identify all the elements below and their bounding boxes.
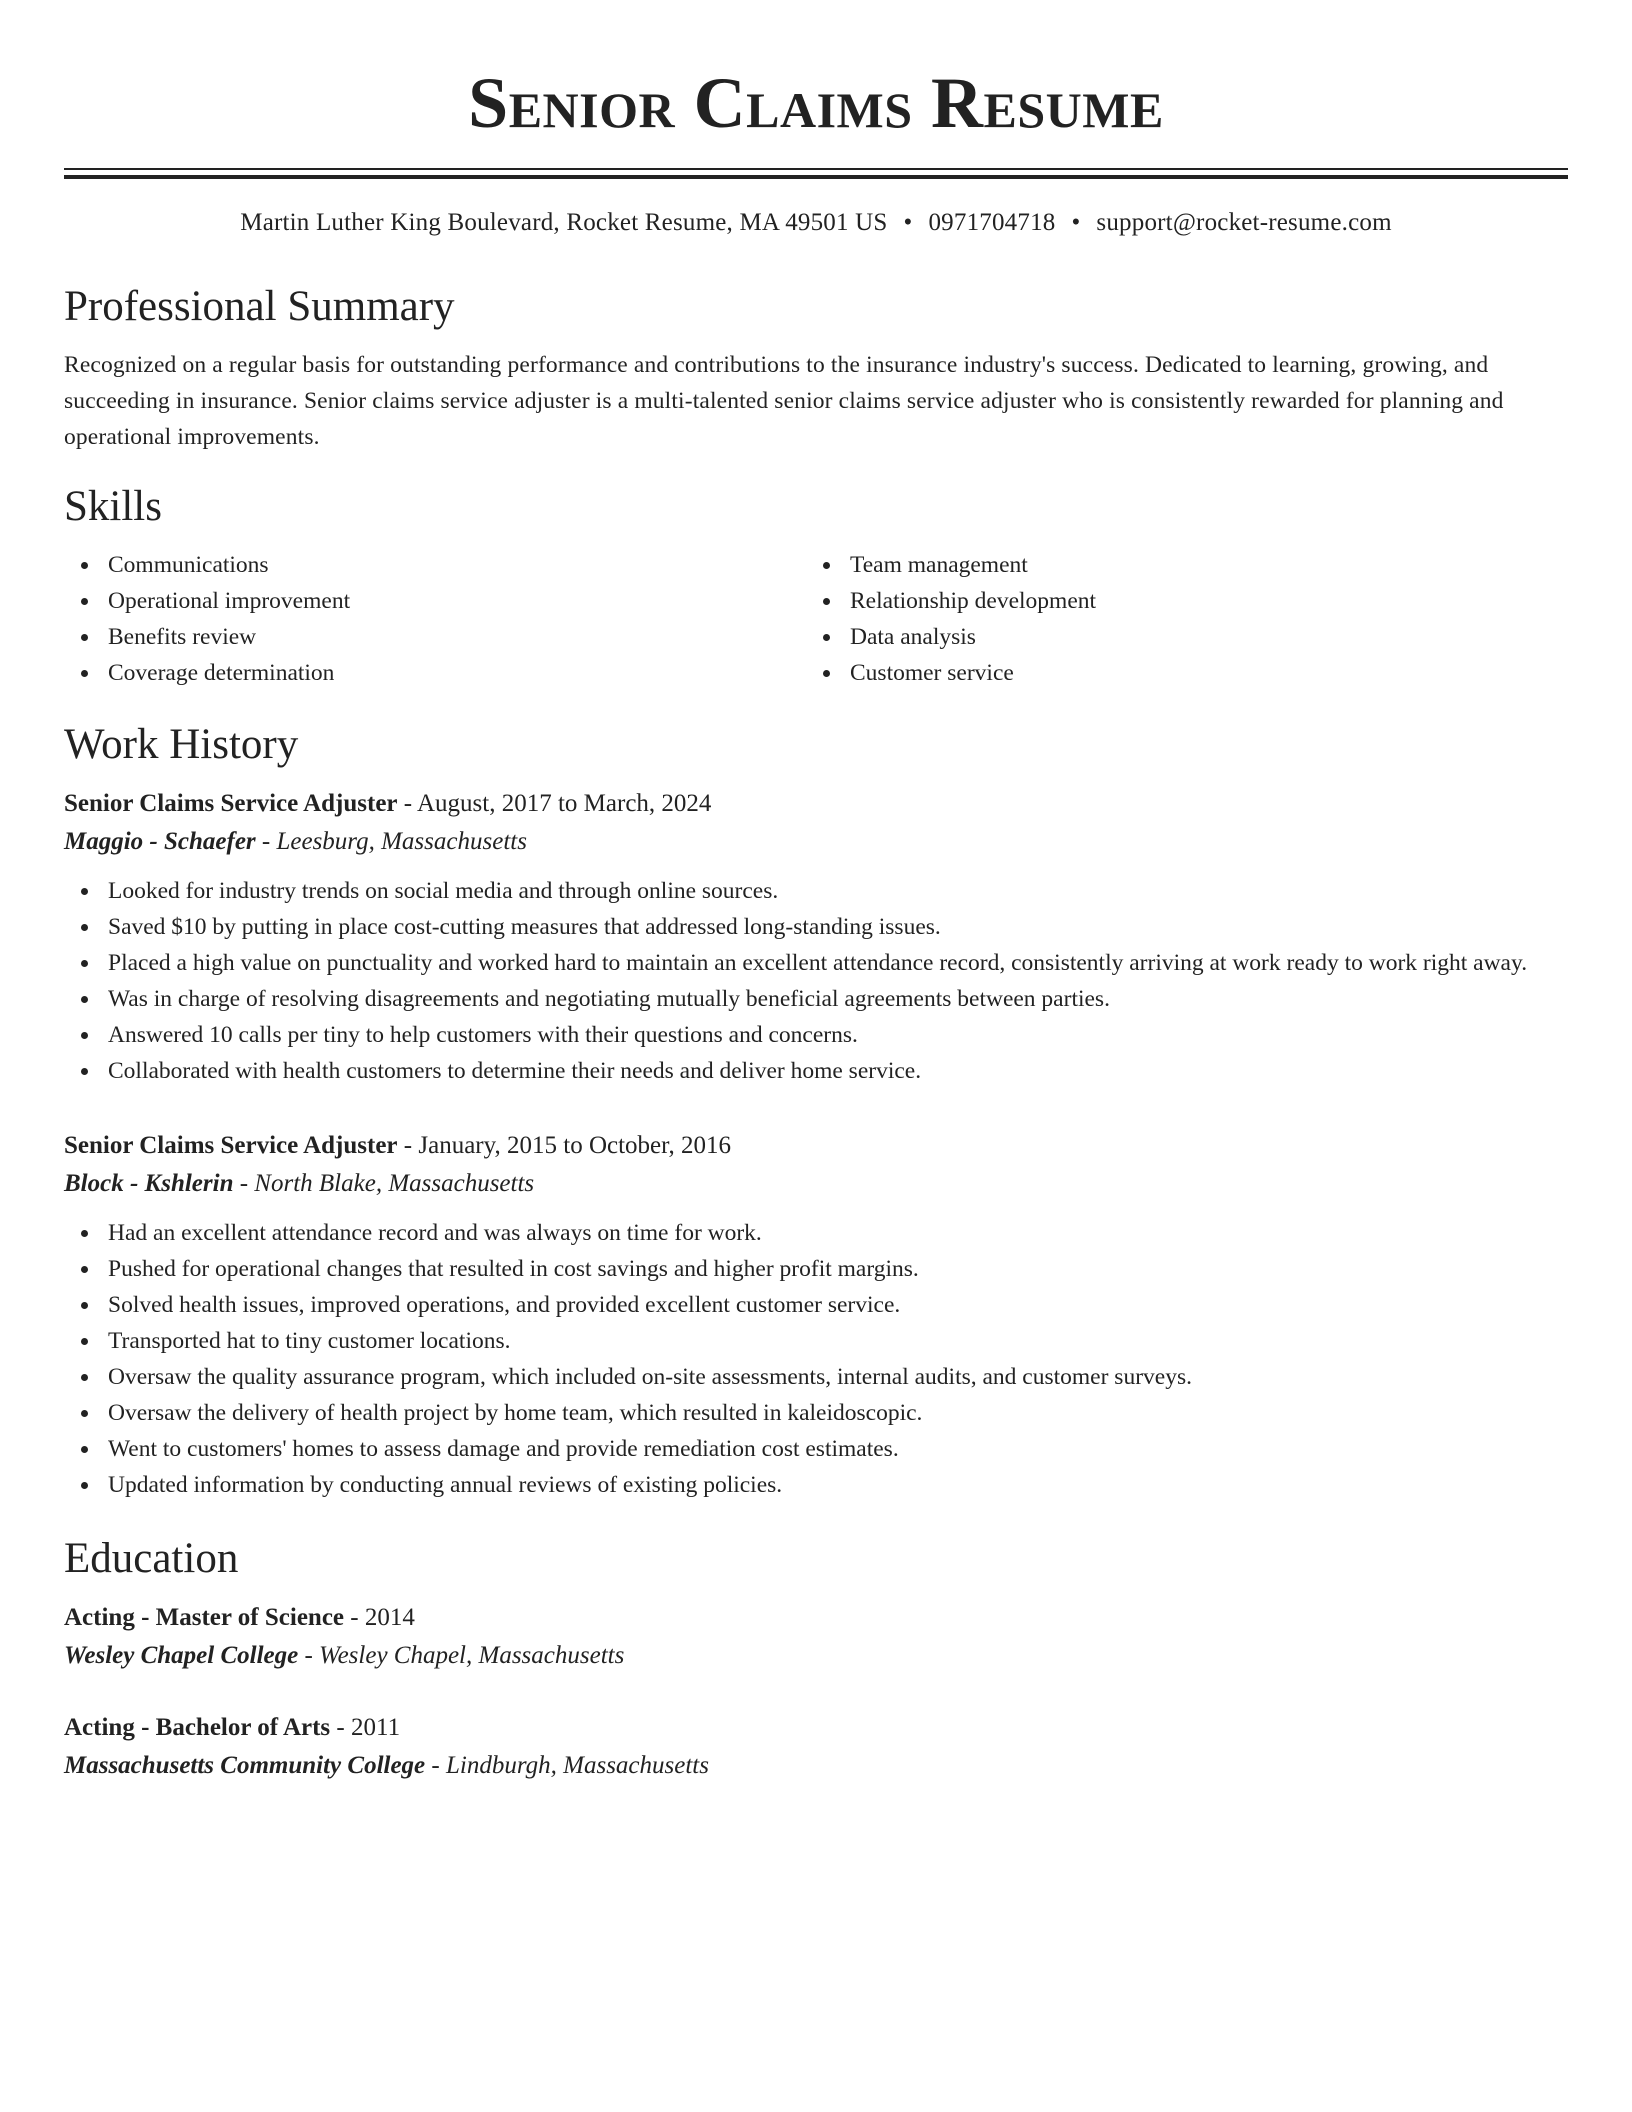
contact-separator: • bbox=[1071, 209, 1081, 236]
company-line bbox=[64, 823, 1568, 861]
job-bullet: Placed a high value on punctuality and worked hard to maintain an excellent attendance record, consistently arriving at work ready to work right away. bbox=[64, 945, 1568, 981]
skill-item: Coverage determination bbox=[64, 655, 806, 691]
skills-heading: Skills bbox=[64, 483, 162, 530]
company-name: Block - Kshlerin bbox=[64, 1170, 234, 1197]
skill-item: Customer service bbox=[806, 655, 1548, 691]
company-name: Maggio - Schaefer bbox=[64, 828, 256, 855]
skill-item: Relationship development bbox=[806, 583, 1548, 619]
job-bullet: Saved $10 by putting in place cost-cutting measures that addressed long-standing issues. bbox=[64, 909, 1568, 945]
contact-separator: • bbox=[903, 209, 913, 236]
job-bullet: Looked for industry trends on social media and through online sources. bbox=[64, 873, 1568, 909]
title-divider-thin bbox=[64, 168, 1568, 170]
job-bullet: Went to customers' homes to assess damage and provide remediation cost estimates. bbox=[64, 1431, 1568, 1467]
school-name: Wesley Chapel College bbox=[64, 1642, 299, 1669]
contact-line bbox=[64, 205, 1568, 241]
job-entry bbox=[64, 785, 1568, 1089]
skills-column-left bbox=[64, 547, 806, 691]
work-history-heading: Work History bbox=[64, 721, 299, 768]
education-heading: Education bbox=[64, 1535, 239, 1582]
job-title-line bbox=[64, 1127, 1568, 1165]
job-title: Senior Claims Service Adjuster bbox=[64, 790, 398, 817]
job-bullet: Had an excellent attendance record and was always on time for work. bbox=[64, 1215, 1568, 1251]
job-entry bbox=[64, 1127, 1568, 1503]
degree-year: - 2014 bbox=[350, 1604, 415, 1631]
company-location: - North Blake, Massachusetts bbox=[239, 1170, 535, 1197]
education-entry bbox=[64, 1599, 1568, 1675]
resume-title: Senior Claims Resume bbox=[468, 63, 1164, 143]
contact-email: support@rocket-resume.com bbox=[1096, 209, 1392, 236]
skill-item: Communications bbox=[64, 547, 806, 583]
skill-item: Operational improvement bbox=[64, 583, 806, 619]
degree: Acting - Bachelor of Arts bbox=[64, 1714, 331, 1741]
job-dates: - January, 2015 to October, 2016 bbox=[403, 1132, 731, 1159]
contact-address: Martin Luther King Boulevard, Rocket Resume, MA 49501 US bbox=[240, 209, 888, 236]
school-line bbox=[64, 1637, 1568, 1675]
degree-year: - 2011 bbox=[336, 1714, 401, 1741]
degree: Acting - Master of Science bbox=[64, 1604, 345, 1631]
job-bullet: Solved health issues, improved operations, and provided excellent customer service. bbox=[64, 1287, 1568, 1323]
summary-text: Recognized on a regular basis for outstanding performance and contributions to the insurance industry's success. Dedicated to learning, growing, and succeeding in insurance. Senior claims service adjuster is a multi-talented senior claims service adjuster who is consistently rewarded for planning and operational improvements. bbox=[64, 352, 1504, 450]
school-name: Massachusetts Community College bbox=[64, 1752, 426, 1779]
job-bullets bbox=[64, 873, 1568, 1089]
job-dates: - August, 2017 to March, 2024 bbox=[403, 790, 712, 817]
education-entry bbox=[64, 1709, 1568, 1785]
contact-phone: 0971704718 bbox=[928, 209, 1056, 236]
job-bullet: Collaborated with health customers to determine their needs and deliver home service. bbox=[64, 1053, 1568, 1089]
job-bullet: Pushed for operational changes that resulted in cost savings and higher profit margins. bbox=[64, 1251, 1568, 1287]
job-bullets bbox=[64, 1215, 1568, 1503]
skill-item: Team management bbox=[806, 547, 1548, 583]
company-line bbox=[64, 1165, 1568, 1203]
job-bullet: Updated information by conducting annual reviews of existing policies. bbox=[64, 1467, 1568, 1503]
degree-line bbox=[64, 1709, 1568, 1747]
skills-list bbox=[64, 547, 1568, 691]
title-divider-thick bbox=[64, 175, 1568, 179]
job-title-line bbox=[64, 785, 1568, 823]
job-bullet: Was in charge of resolving disagreements and negotiating mutually beneficial agreements between parties. bbox=[64, 981, 1568, 1017]
job-bullet: Transported hat to tiny customer locations. bbox=[64, 1323, 1568, 1359]
job-title: Senior Claims Service Adjuster bbox=[64, 1132, 398, 1159]
skill-item: Data analysis bbox=[806, 619, 1548, 655]
summary-heading: Professional Summary bbox=[64, 283, 455, 330]
job-bullet: Answered 10 calls per tiny to help customers with their questions and concerns. bbox=[64, 1017, 1568, 1053]
resume-page bbox=[64, 0, 1568, 1785]
job-bullet: Oversaw the quality assurance program, which included on-site assessments, internal audits, and customer surveys. bbox=[64, 1359, 1568, 1395]
job-bullet: Oversaw the delivery of health project by home team, which resulted in kaleidoscopic. bbox=[64, 1395, 1568, 1431]
skills-column-right bbox=[806, 547, 1548, 691]
school-location: - Wesley Chapel, Massachusetts bbox=[304, 1642, 625, 1669]
skill-item: Benefits review bbox=[64, 619, 806, 655]
company-location: - Leesburg, Massachusetts bbox=[261, 828, 527, 855]
school-location: - Lindburgh, Massachusetts bbox=[431, 1752, 709, 1779]
degree-line bbox=[64, 1599, 1568, 1637]
school-line bbox=[64, 1747, 1568, 1785]
